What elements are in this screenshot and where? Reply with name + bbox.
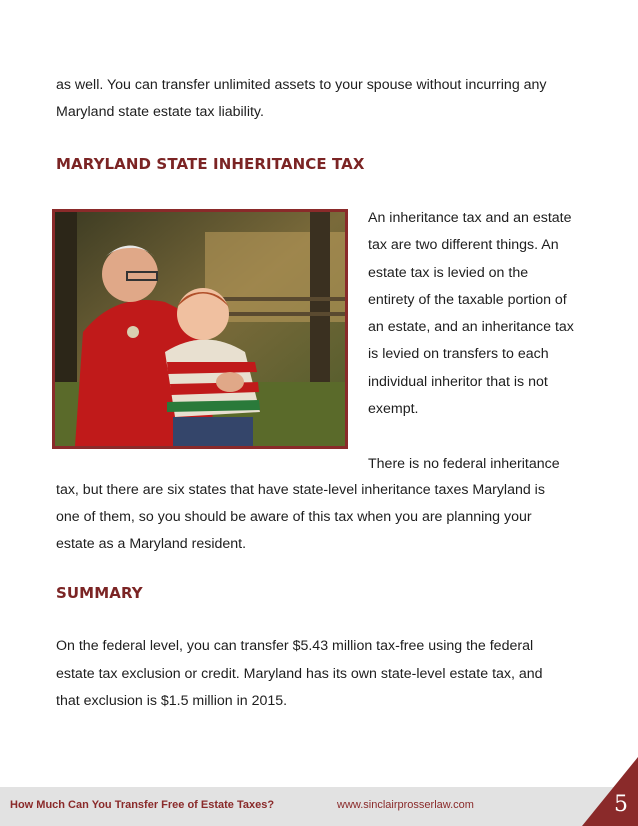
footer-website-link[interactable]: www.sinclairprosserlaw.com [337,799,474,811]
summary-heading: SUMMARY [56,584,143,602]
inheritance-cont-line-1: tax, but there are six states that have state-level inheritance taxes Maryland is [56,482,545,498]
inheritance-right-column [368,205,608,478]
grandfather-grandson-photo [52,209,348,449]
footer-document-title: How Much Can You Transfer Free of Estate Taxes? [10,799,275,811]
inheritance-line-4: entirety of the taxable portion of [368,291,567,308]
inheritance-tax-heading: MARYLAND STATE INHERITANCE TAX [56,155,365,173]
inheritance-line-1: An inheritance tax and an estate [368,210,572,226]
inheritance-cont-line-2: one of them, so you should be aware of this tax when you are planning your [56,509,532,525]
inheritance-line-5: an estate, and an inheritance tax [368,319,574,336]
inheritance-cont-line-3: estate as a Maryland resident. [56,536,247,552]
summary-line-1: On the federal level, you can transfer $5.43 million tax-free using the federal [56,638,534,654]
inheritance-line-7: individual inheritor that is not [368,373,548,390]
summary-line-3: that exclusion is $1.5 million in 2015. [56,693,288,709]
photo-illustration [55,212,345,446]
summary-line-2: estate tax exclusion or credit. Maryland has its own state-level estate tax, and [56,666,543,682]
inheritance-line-3: estate tax is levied on the [368,264,529,281]
inheritance-line-10: There is no federal inheritance [368,455,560,472]
inheritance-line-8: exempt. [368,401,419,418]
intro-line-2: Maryland state estate tax liability. [56,104,264,120]
page-corner-triangle [582,757,638,826]
inheritance-line-6: is levied on transfers to each [368,346,549,363]
inheritance-line-2: tax are two different things. An [368,237,559,254]
inheritance-spacer [368,423,608,450]
page-number: 5 [614,792,628,817]
intro-line-1: as well. You can transfer unlimited assets to your spouse without incurring any [56,77,547,93]
